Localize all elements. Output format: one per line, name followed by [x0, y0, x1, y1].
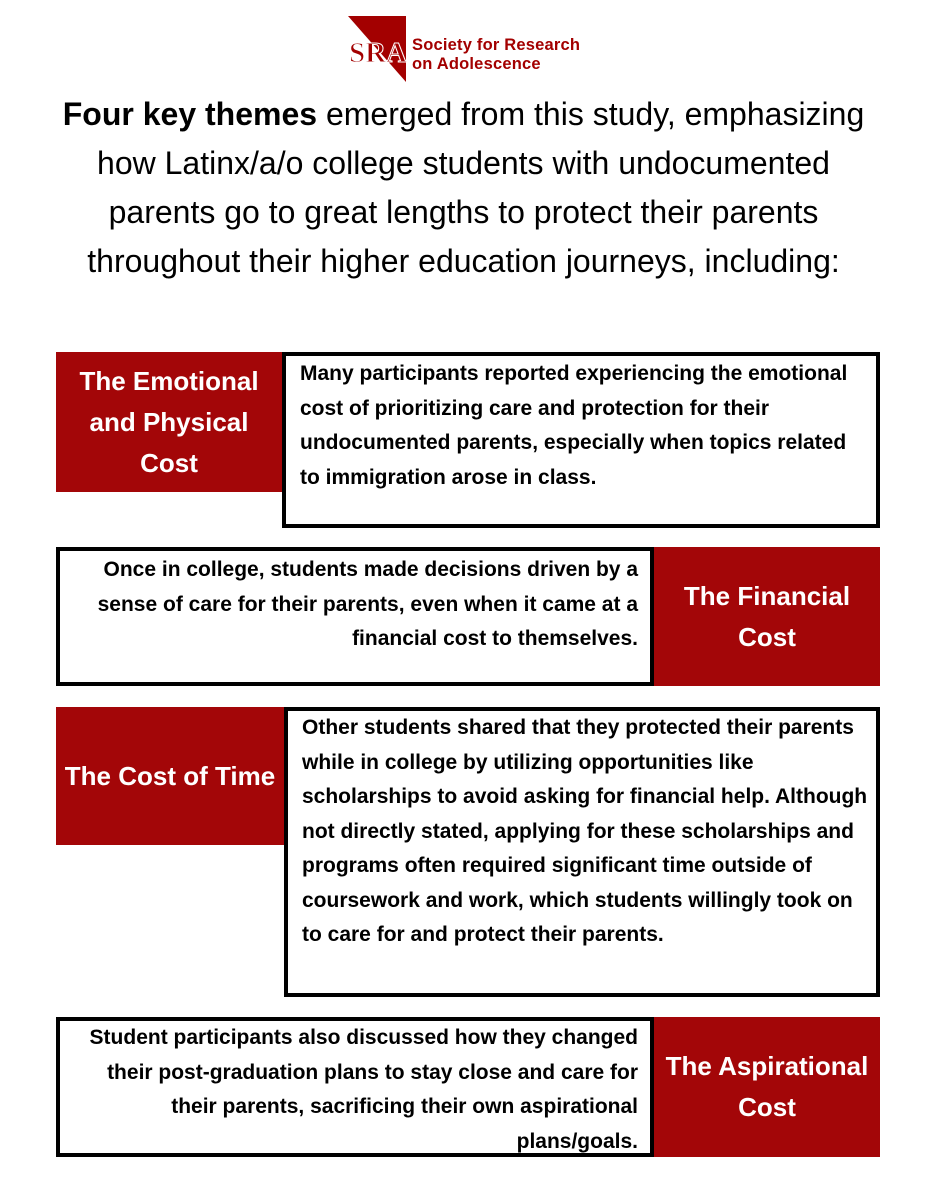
- theme-description-financial: Once in college, students made decisions driven by a sense of care for their parents, even when it came at a financial cost to themselves.: [56, 547, 654, 686]
- sra-logo: [344, 14, 584, 84]
- intro-rest: emerged from this study, emphasizing how Latinx/a/o college students with undocumented parents go to great lengths to protect their parents throughout their higher education journeys, including:: [87, 96, 865, 279]
- intro-bold-lead: Four key themes: [62, 96, 318, 132]
- sra-org-line-1: Society for Research: [412, 36, 581, 54]
- theme-label-time: The Cost of Time: [56, 707, 284, 845]
- sra-logo-mark: [344, 14, 410, 84]
- theme-label-financial: The Financial Cost: [654, 547, 880, 686]
- theme-description-time: Other students shared that they protected their parents while in college by utilizing opportunities like scholarships to avoid asking for financial help. Although not directly stated, applying for these scholarships and programs often required significant time outside of coursework and work, which students willingly took on to care for and protect their parents.: [284, 707, 880, 997]
- theme-label-emotional-physical: The Emotional and Physical Cost: [56, 352, 282, 492]
- sra-logo-mark-text: SRA: [349, 38, 408, 69]
- sra-org-name: [412, 36, 580, 74]
- sra-org-line-2: on Adolescence: [412, 55, 541, 73]
- theme-description-aspirational: Student participants also discussed how they changed their post-graduation plans to stay close and care for their parents, sacrificing their own aspirational plans/goals.: [56, 1017, 654, 1157]
- theme-label-aspirational: The Aspirational Cost: [654, 1017, 880, 1157]
- intro-paragraph: [40, 90, 887, 286]
- theme-description-emotional-physical: Many participants reported experiencing the emotional cost of prioritizing care and protection for their undocumented parents, especially when topics related to immigration arose in class.: [282, 352, 880, 528]
